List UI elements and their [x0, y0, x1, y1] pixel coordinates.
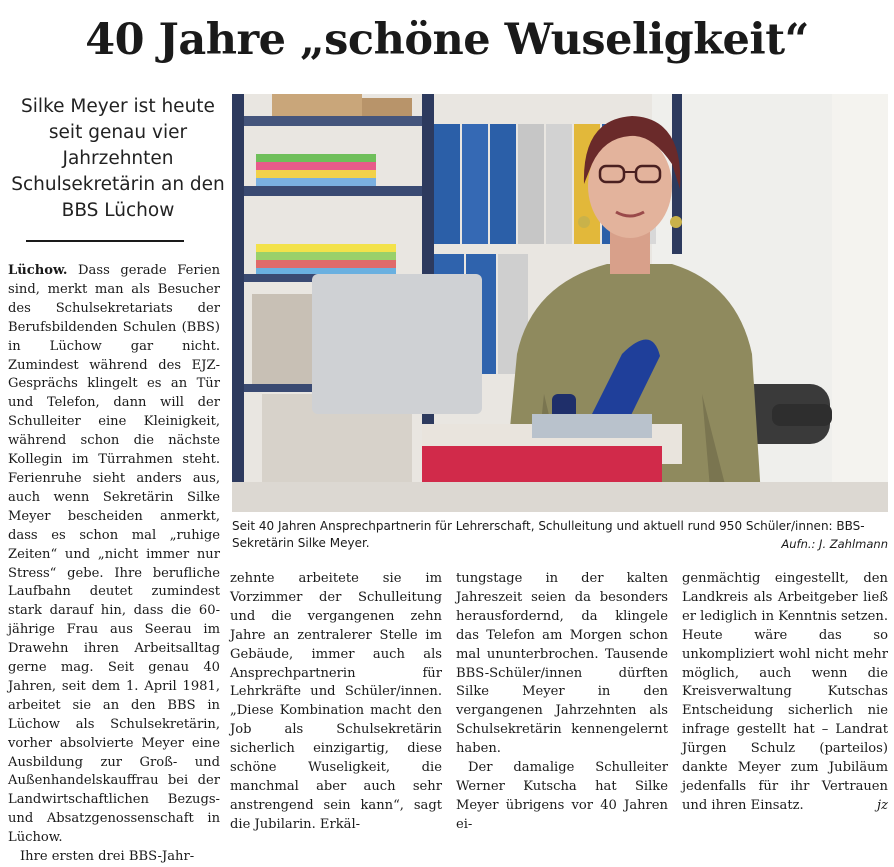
author-signature: jz	[877, 797, 888, 813]
article-column-2	[230, 570, 442, 835]
article-paragraph: zehnte arbeitete sie im Vorzimmer der Schulleitung und die vergangenen zehn Jahre an zentralerer Stelle im Gebäude, immer auch als Ansprechpartnerin für Lehrkräfte und Schüler/innen. „Diese Kombination macht den Job als Schulsekretärin sicherlich einzigartig, diese schöne Wuseligkeit, die manchmal aber auch sehr anstrengend sein kann“, sagt die Jubilarin. Erkäl-	[230, 571, 442, 832]
paragraph-text: Dass gerade Ferien sind, merkt man als Besucher des Schulsekretariats der Berufsbildenden Schulen (BBS) in Lüchow gar nicht. Zumindest während des EJZ-Gesprächs klingelt es an Tür und Telefon, dann will der Schulleiter eine Kleinigkeit, während schon die nächste Kollegin im Türrahmen steht. Ferienruhe sieht anders aus, auch wenn Sekretärin Silke Meyer bescheiden anmerkt, dass es schon mal „ruhige Zeiten“ und „nicht immer nur Stress“ gebe. Ihre berufliche Laufbahn deutet zumindest stark darauf hin, dass die 60-jährige Frau aus Seerau im Drawehn ihren Arbeitsalltag gerne mag. Seit genau 40 Jahren, seit dem 1. April 1981, arbeitet sie an den BBS in Lüchow als Schulsekretärin, vorher absolvierte Meyer eine Ausbildung zur Groß- und Außenhandelskauffrau bei der Landwirtschaftlichen Bezugs- und Absatzgenossenschaft in Lüchow.	[8, 263, 220, 846]
article-column-4	[682, 570, 888, 816]
article-paragraph: Ihre ersten drei BBS-Jahr-	[20, 849, 195, 865]
headline: 40 Jahre „schöne Wuseligkeit“	[85, 15, 809, 65]
dateline: Lüchow.	[8, 263, 68, 278]
photo-credit: Aufn.: J. Zahlmann	[781, 537, 888, 551]
article-paragraph	[682, 570, 888, 816]
article-column-1	[8, 262, 220, 867]
teaser-subtitle: Silke Meyer ist heute seit genau vier Jahrzehnten Schulsekretärin an den BBS Lüchow	[11, 96, 225, 221]
article-photo	[232, 94, 888, 512]
paragraph-text: genmächtig eingestellt, den Landkreis als Arbeitgeber ließ er lediglich in Kenntnis setzen. Heute wäre das so unkompliziert wohl nicht mehr möglich, auch wenn die Kreisverwaltung Kutschas Entscheidung sicherlich nie infrage gestellt hat – Landrat Jürgen Schulz (parteilos) dankte Meyer zum Jubiläum jedenfalls für ihr Vertrauen und ihren Einsatz.	[682, 571, 888, 813]
photo-caption: Seit 40 Jahren Ansprechpartnerin für Lehrerschaft, Schulleitung und aktuell rund 950 Schüler/innen: BBS-Sekretärin Silke Meyer.	[232, 519, 865, 550]
teaser-divider	[26, 240, 184, 242]
article-column-3	[456, 570, 668, 835]
article-paragraph: tungstage in der kalten Jahreszeit seien da besonders herausfordernd, da klingele das Telefon am Morgen schon mal ununterbrochen. Tausende BBS-Schüler/innen dürften Silke Meyer in den vergangenen Jahrzehnten als Schulsekretärin kennengelernt haben.	[456, 571, 668, 757]
article-paragraph: Der damalige Schulleiter Werner Kutscha hat Silke Meyer übrigens vor 40 Jahren ei-	[456, 760, 668, 832]
article-paragraph	[8, 262, 220, 848]
